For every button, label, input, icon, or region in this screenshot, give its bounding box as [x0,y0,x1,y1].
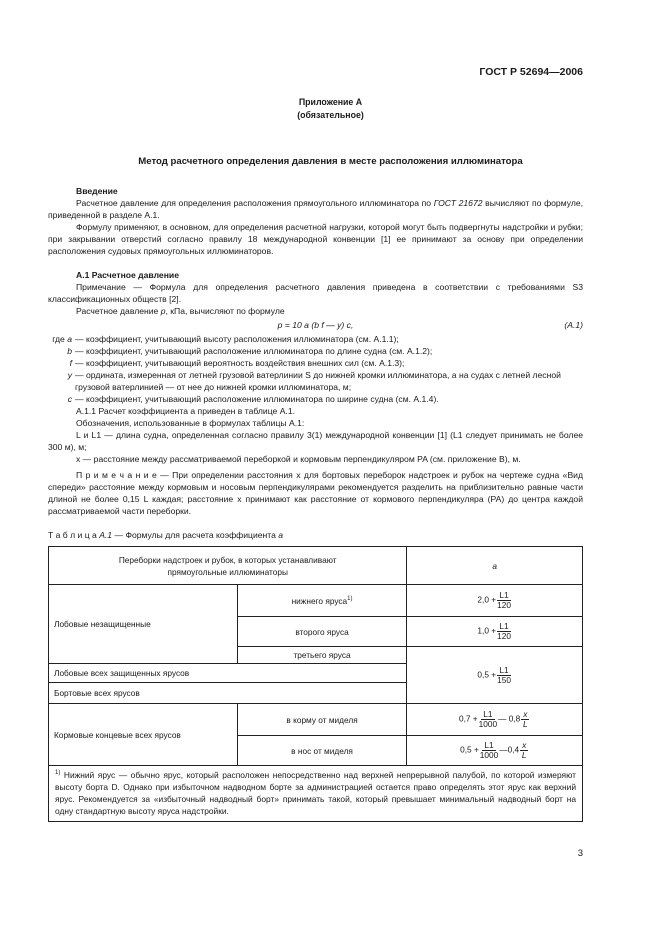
intro-paragraph-2: Формулу применяют, в основном, для определения расчетной нагрузки, которой могут быть подвергнуты надстройки и рубки; при закрывании отверстий согласно правилу 18 международной конвенции [1] ее принимают за основу при определении расположения судовых прямоугольных иллюминаторов. [48,222,583,256]
pressure-intro: Расчетное давление p, кПа, вычисляют по формуле [76,306,285,316]
appendix-status: (обязательное) [297,110,364,120]
doc-number: ГОСТ Р 52694—2006 [479,66,583,78]
definition-symbol: f [69,358,72,368]
formula-aft-bow: 0,5 + $\frac{L1}{1000}$ —0,4 $\frac{x}{L}$ [407,736,583,766]
definition-item [48,333,583,345]
page-number: 3 [577,848,583,859]
definition-symbol: y [67,370,72,380]
definition-symbol: b [67,346,72,356]
definition-item [48,345,583,357]
main-title: Метод расчетного определения давления в месте расположения иллюминатора [138,156,523,167]
definition-item [48,357,583,369]
table-header-bulkheads: Переборки надстроек и рубок, в которых устанавливают прямоугольные иллюминаторы [49,547,407,585]
row-aft: Кормовые концевые всех ярусов [49,704,238,766]
formula-a1 [48,319,583,331]
definitions-lead: где [52,334,65,344]
standard-reference: ГОСТ 21672 [433,198,483,208]
row-second-tier: второго яруса [237,617,407,647]
formula-text: p = 10 a (b f — y) c, [277,320,354,330]
formula-number: (А.1) [564,320,583,330]
row-third-tier: третьего яруса [237,647,407,664]
definition-x: x — расстояние между рассматриваемой переборкой и кормовым перпендикуляром PA (см. приложение В), м. [76,454,521,464]
definition-symbol: c [67,394,72,404]
table-caption: Т а б л и ц а А.1 — Формулы для расчета коэффициента a [48,530,284,540]
section-a1-note: Примечание — Формула для определения расчетного давления приведена в соответствии с требованиями S3 классификационных обществ [2]. [48,282,583,304]
definition-text: — ордината, измеренная от летней грузовой ватерлинии S до нижней кромки иллюминатора, а на судах с летней лесной грузовой ватерлинией — от нее до нижней кромки иллюминатора, м; [75,370,561,392]
row-protected: Лобовые всех защищенных ярусов [49,664,407,683]
formula-second-tier: 1,0 + $\frac{L1}{120}$ [407,617,583,647]
table-footnote: $^{1)}$ Нижний ярус — обычно ярус, который расположен непосредственно над верхней непрерывной палубой, по которой измеряют высоту борта D. Однако при избыточном надводном борте за администрацией остается право определять этот ярус как верхний ярус. Рекомендуется за «избыточный надводный борт» принимать такой, который превышает минимальный надводный борт на одну стандартную высоту яруса надстройки. [49,766,583,822]
definition-L: L и L1 — длина судна, определенная согласно правилу 3(1) международной конвенции [1] (L1 следует принимать не более 300 м), м; [48,430,583,452]
intro-heading: Введение [76,186,118,196]
definition-text: — коэффициент, учитывающий расположение иллюминатора по длине судна (см. А.1.2); [75,346,433,356]
a111-paragraph: А.1.1 Расчет коэффициента a приведен в таблице А.1. [76,406,295,416]
definitions-list [48,333,583,405]
definition-text: — коэффициент, учитывающий расположение иллюминатора по ширине судна (см. А.1.4). [75,394,439,404]
formula-third-protected-side: 0,5 + $\frac{L1}{150}$ [407,647,583,704]
definition-text: — коэффициент, учитывающий высоту расположения иллюминатора (см. А.1.1); [75,334,399,344]
row-aft-bow: в нос от миделя [237,736,407,766]
row-lower-tier: нижнего яруса$^{1)}$ [237,585,407,617]
row-aft-stern: в корму от миделя [237,704,407,736]
document-body [48,185,583,822]
coefficient-table [48,546,583,822]
formula-aft-stern: 0,7 + $\frac{L1}{1000}$ — 0,8 $\frac{x}{L}$ [407,704,583,736]
row-side: Бортовые всех ярусов [49,683,407,704]
definition-item [48,393,583,405]
note-2: П р и м е ч а н и е — При определении расстояния x для бортовых переборок надстроек и рубок на чертеже судна «Вид спереди» расстояние между кормовым и носовым перпендикулярами рекомендуется разделить на приблизительно равные части длиной не более 0,15 L каждая; расстояние x принимают как расстояние от кормового перпендикуляра (PA) до центра каждой рассматриваемой части переборки. [48,470,583,516]
table-header-a: a [407,547,583,585]
appendix-title: Приложение А [298,97,363,107]
definition-text: — коэффициент, учитывающий вероятность воздействия внешних сил (см. А.1.3); [75,358,405,368]
definition-item [48,369,583,393]
notation-intro: Обозначения, использованные в формулах таблицы А.1: [76,418,305,428]
intro-paragraph-1: Расчетное давление для определения расположения прямоугольного иллюминатора по ГОСТ 21672 вычисляют по формуле, приведенной в разделе А.1. [48,198,583,220]
section-a1-heading: А.1 Расчетное давление [76,270,179,280]
row-unprotected: Лобовые незащищенные [49,585,238,664]
definition-symbol: где a [52,334,72,344]
formula-lower-tier: 2,0 + $\frac{L1}{120}$ [407,585,583,617]
